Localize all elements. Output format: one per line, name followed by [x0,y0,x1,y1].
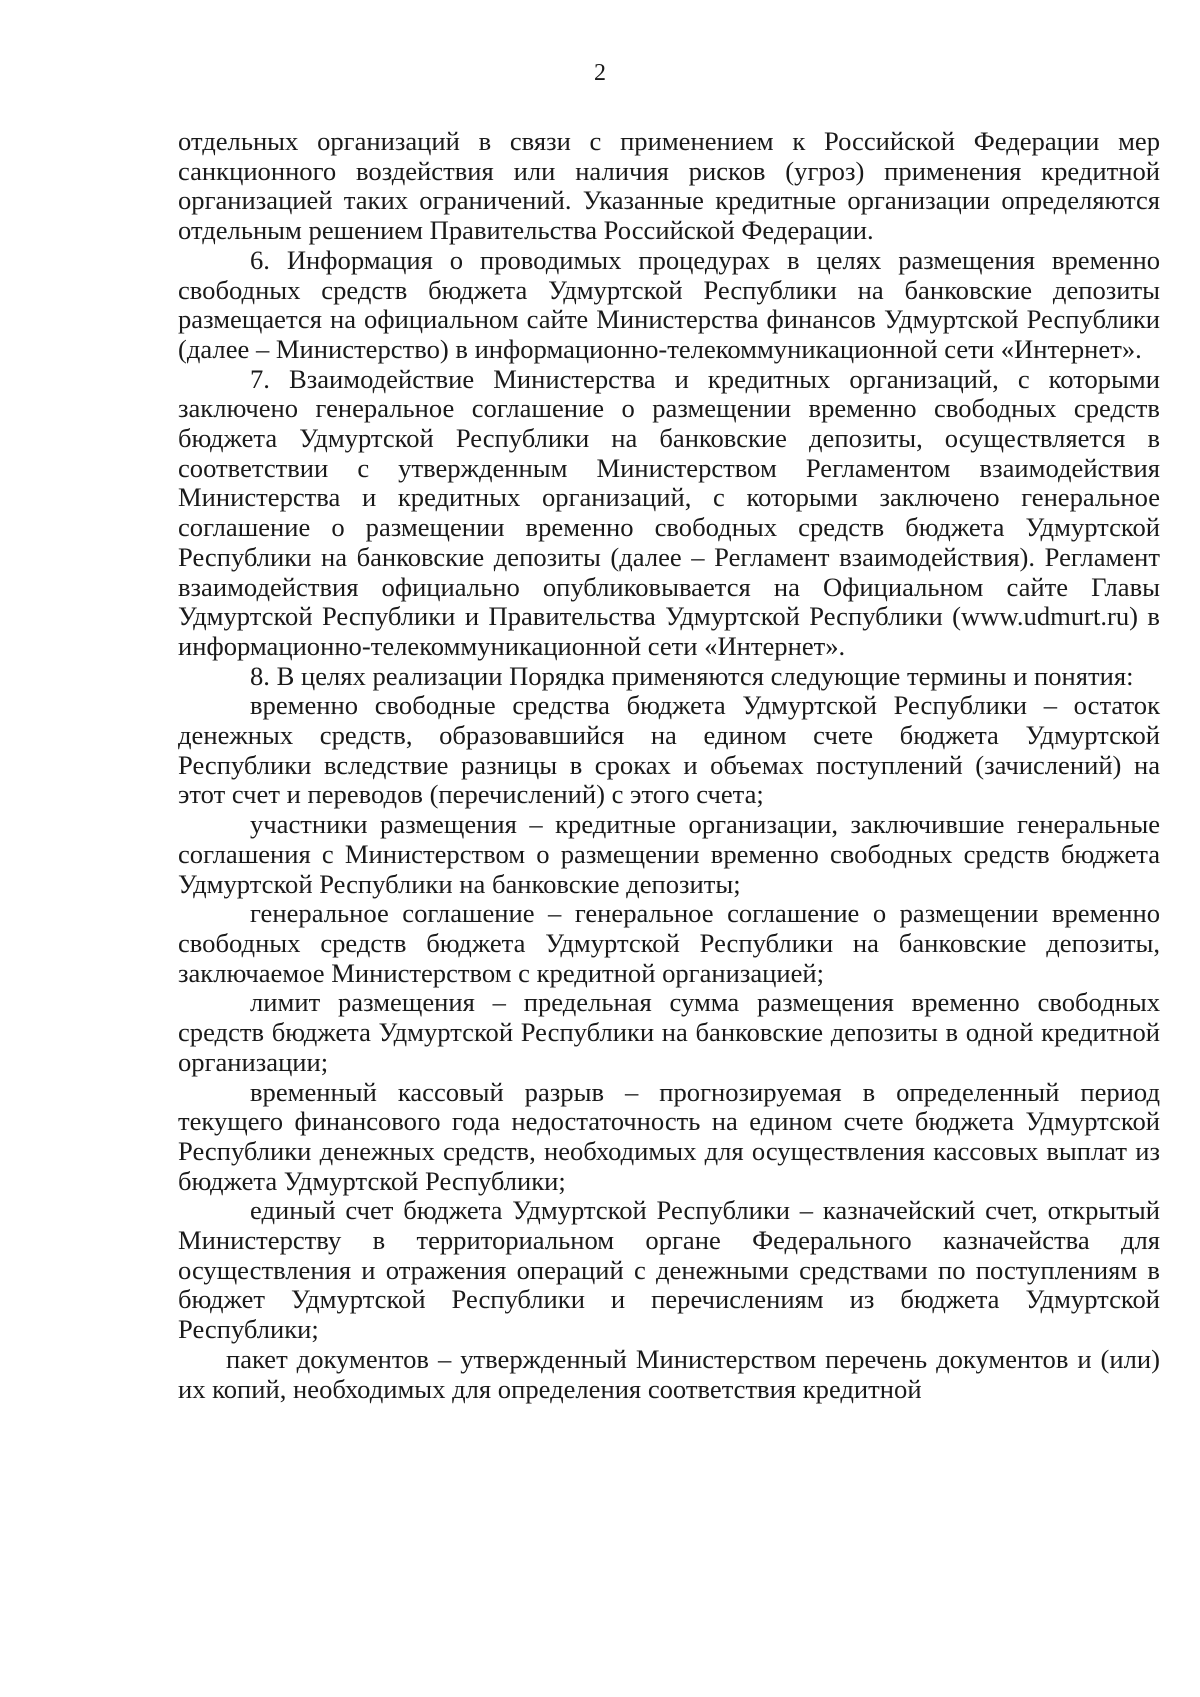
term-cash-gap: временный кассовый разрыв – прогнозируемая в определенный период текущего финансового года недостаточность на едином счете бюджета Удмуртской Республики денежных средств, необходимых для осуществления кассовых выплат из бюджета Удмуртской Республики; [178,1076,1160,1196]
paragraph-item-6: 6. Информация о проводимых процедурах в целях размещения временно свободных средств бюджета Удмуртской Республики на банковские депозиты размещается на официальном сайте Министерства финансов Удмуртской Республики (далее – Министерство) в информационно-телекоммуникационной сети «Интернет». [178,244,1160,364]
term-document-package: пакет документов – утвержденный Министерством перечень документов и (или) их копий, необходимых для определения соответствия кредитной [178,1343,1160,1404]
document-body [178,127,1160,1404]
paragraph-continuation: отдельных организаций в связи с применением к Российской Федерации мер санкционного воздействия или наличия рисков (угроз) применения кредитной организацией таких ограничений. Указанные кредитные организации определяются отдельным решением Правительства Российской Федерации. [178,126,1160,246]
term-participants: участники размещения – кредитные организации, заключившие генеральные соглашения с Министерством о размещении временно свободных средств бюджета Удмуртской Республики на банковские депозиты; [178,809,1160,899]
term-general-agreement: генеральное соглашение – генеральное соглашение о размещении временно свободных средств бюджета Удмуртской Республики на банковские депозиты, заключаемое Министерством с кредитной организацией; [178,898,1160,988]
page-number: 2 [594,60,606,86]
paragraph-item-7: 7. Взаимодействие Министерства и кредитных организаций, с которыми заключено генеральное соглашение о размещении временно свободных средств бюджета Удмуртской Республики на банковские депозиты, осуществляется в соответствии с утвержденным Министерством Регламентом взаимодействия Министерства и кредитных организаций, с которыми заключено генеральное соглашение о размещении временно свободных средств бюджета Удмуртской Республики на банковские депозиты (далее – Регламент взаимодействия). Регламент взаимодействия официально опубликовывается на Официальном сайте Главы Удмуртской Республики и Правительства Удмуртской Республики (www.udmurt.ru) в информационно-телекоммуникационной сети «Интернет». [178,363,1160,661]
term-single-account: единый счет бюджета Удмуртской Республики – казначейский счет, открытый Министерству в территориальном органе Федерального казначейства для осуществления и отражения операций с денежными средствами по поступлениям в бюджет Удмуртской Республики и перечислениям из бюджета Удмуртской Республики; [178,1195,1160,1345]
term-placement-limit: лимит размещения – предельная сумма размещения временно свободных средств бюджета Удмуртской Республики на банковские депозиты в одной кредитной организации; [178,987,1160,1077]
paragraph-item-8: 8. В целях реализации Порядка применяются следующие термины и понятия: [250,660,1134,691]
term-free-funds: временно свободные средства бюджета Удмуртской Республики – остаток денежных средств, образовавшийся на едином счете бюджета Удмуртской Республики вследствие разницы в сроках и объемах поступлений (зачислений) на этот счет и переводов (перечислений) с этого счета; [178,690,1160,810]
